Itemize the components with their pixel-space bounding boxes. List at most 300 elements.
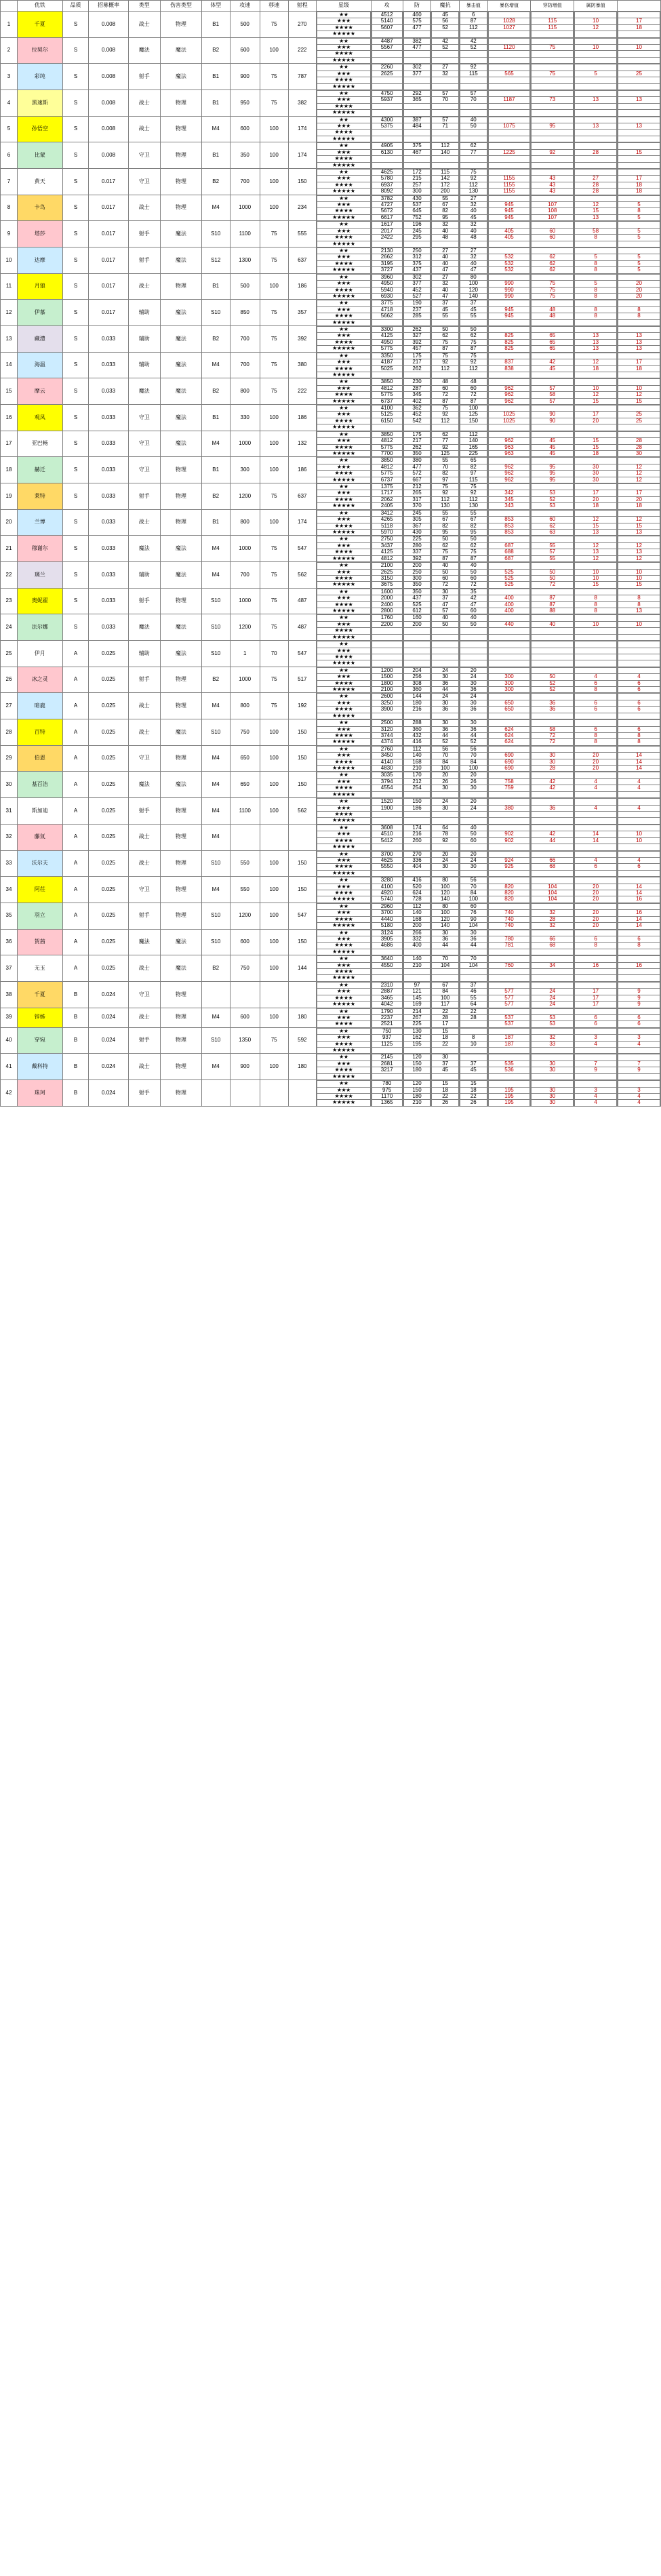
crit-values: [487, 378, 531, 405]
stat-value: 20: [460, 851, 487, 857]
extra-values: [618, 1054, 661, 1080]
stat-value: 6: [618, 864, 660, 870]
stat-value: 30: [532, 1067, 574, 1073]
stat-value: 2017: [372, 228, 402, 234]
defense-values: [403, 116, 431, 142]
stat-value: 28: [575, 149, 617, 155]
stat-value: 1027: [488, 24, 530, 31]
stat-value: 32: [532, 910, 574, 916]
stat-value: 217: [403, 438, 430, 444]
stat-value: 47: [432, 267, 459, 273]
stat-value: 4487: [372, 38, 402, 44]
stat-value: [432, 811, 459, 817]
stat-value: [432, 1073, 459, 1079]
stat-value: 1900: [372, 805, 402, 811]
stat-value: 92: [460, 490, 487, 496]
stat-value: [488, 130, 530, 136]
stat-value: 375: [403, 143, 430, 149]
crit-values: [487, 745, 531, 772]
star-levels: [317, 1080, 371, 1107]
stat-value: 42: [432, 38, 459, 44]
magic-values: [431, 273, 460, 300]
table-row: [1, 641, 661, 667]
stat-value: 72: [432, 392, 459, 398]
stat-value: 40: [460, 260, 487, 266]
body-size: M4: [201, 693, 230, 719]
star-rating: ★★★: [317, 438, 370, 444]
star-rating: ★★★★: [317, 444, 370, 450]
stat-value: 62: [460, 143, 487, 149]
armorpen-values: [574, 824, 618, 850]
stat-value: 43: [532, 189, 574, 195]
star-rating: ★★★★★: [317, 450, 370, 456]
stat-value: [618, 694, 660, 700]
stat-value: [532, 536, 574, 542]
stat-value: [618, 772, 660, 778]
stat-value: [618, 641, 660, 648]
stat-value: 36: [432, 707, 459, 713]
stat-value: [618, 319, 660, 325]
defense-values: [403, 693, 431, 719]
stat-value: 45: [432, 306, 459, 313]
stat-value: [488, 1028, 530, 1034]
table-row: [1, 142, 661, 169]
stat-value: 40: [460, 208, 487, 214]
magic-values: [431, 1008, 460, 1027]
stat-value: [618, 968, 660, 974]
row-index: 17: [1, 431, 18, 457]
stat-value: [575, 648, 617, 654]
star-levels: [317, 641, 371, 667]
stat-value: 22: [432, 1008, 459, 1014]
body-size: M4: [201, 798, 230, 825]
attack-speed: 1000: [230, 588, 260, 614]
stat-value: 250: [403, 248, 430, 254]
stat-value: 16: [618, 896, 660, 903]
stat-value: 95: [532, 464, 574, 470]
stat-value: 5118: [372, 523, 402, 529]
stat-value: 36: [532, 700, 574, 706]
attack-speed: 900: [230, 64, 260, 90]
row-index: 8: [1, 195, 18, 221]
stat-value: 532: [488, 260, 530, 266]
row-index: 26: [1, 667, 18, 693]
stat-value: [575, 713, 617, 719]
hero-quality: A: [62, 955, 89, 982]
stat-value: 4812: [372, 555, 402, 561]
table-row: [1, 64, 661, 90]
critdmg-values: [531, 483, 574, 510]
stat-value: [532, 57, 574, 63]
stat-value: 60: [532, 235, 574, 241]
stat-value: 22: [432, 1093, 459, 1099]
stat-value: [432, 968, 459, 974]
stat-value: 12: [618, 464, 660, 470]
stat-value: [403, 975, 430, 981]
stat-value: [532, 248, 574, 254]
stat-value: 30: [432, 700, 459, 706]
magic-values: [431, 378, 460, 405]
stat-value: 350: [403, 582, 430, 588]
stat-value: [532, 274, 574, 280]
stat-value: 3700: [372, 851, 402, 857]
row-index: 34: [1, 877, 18, 903]
stat-value: [575, 91, 617, 97]
stat-value: 95: [432, 529, 459, 535]
magic-values: [431, 824, 460, 850]
stat-value: 690: [488, 765, 530, 771]
stat-value: [372, 870, 402, 876]
table-row: [1, 431, 661, 457]
stat-value: 254: [403, 785, 430, 791]
hero-type: 守卫: [128, 142, 160, 169]
stat-value: 104: [532, 896, 574, 903]
stat-value: 62: [460, 542, 487, 549]
move-speed: 75: [260, 300, 288, 326]
stat-value: 825: [488, 333, 530, 339]
star-rating: ★★★★: [317, 365, 370, 372]
stat-value: 44: [432, 686, 459, 692]
stat-value: [372, 968, 402, 974]
attack-values: [371, 903, 403, 929]
star-rating: ★★★★★: [317, 818, 370, 824]
move-speed: 75: [260, 12, 288, 38]
stat-value: 2200: [372, 621, 402, 627]
stat-value: 6: [618, 1021, 660, 1027]
stat-value: 112: [432, 365, 459, 372]
stat-value: 95: [460, 529, 487, 535]
stat-value: [575, 64, 617, 71]
stat-value: 6150: [372, 418, 402, 424]
stat-value: 92: [432, 490, 459, 496]
hero-quality: S: [62, 273, 89, 300]
stat-value: 17: [618, 490, 660, 496]
stat-value: 30: [432, 930, 459, 936]
hero-name: 彩纯: [17, 64, 62, 90]
stat-value: 60: [432, 385, 459, 391]
critdmg-values: [531, 90, 574, 117]
table-row: [1, 667, 661, 693]
stat-value: 16: [618, 962, 660, 968]
stat-value: 24: [460, 674, 487, 680]
stat-value: [575, 660, 617, 667]
body-size: M4: [201, 877, 230, 903]
stat-value: [575, 83, 617, 90]
attack-speed: 800: [230, 693, 260, 719]
stat-value: [575, 51, 617, 57]
stat-value: 20: [618, 293, 660, 299]
damage-type: 魔法: [160, 772, 201, 798]
stat-value: [618, 327, 660, 333]
stat-value: 30: [532, 759, 574, 765]
body-size: S10: [201, 300, 230, 326]
stat-value: 26: [432, 778, 459, 785]
magic-values: [431, 352, 460, 378]
resist-values: [459, 903, 487, 929]
stat-value: 2422: [372, 235, 402, 241]
stat-value: 5780: [372, 176, 402, 182]
star-levels: [317, 903, 371, 929]
stat-value: [575, 510, 617, 516]
row-index: 23: [1, 588, 18, 614]
crit-values: [487, 273, 531, 300]
stat-value: 225: [403, 536, 430, 542]
attack-speed: 330: [230, 405, 260, 431]
stat-value: [532, 170, 574, 176]
stat-value: 853: [488, 517, 530, 523]
star-rating: ★★★★★: [317, 896, 370, 903]
stat-value: 6937: [372, 182, 402, 188]
move-speed: 75: [260, 221, 288, 247]
stat-value: 8: [575, 739, 617, 745]
recruit-rate: 0.025: [89, 929, 128, 955]
stat-value: [618, 589, 660, 595]
stat-value: 140: [432, 896, 459, 903]
stat-value: [488, 713, 530, 719]
stat-value: 820: [488, 890, 530, 896]
damage-type: 物理: [160, 850, 201, 877]
star-levels: [317, 1008, 371, 1027]
stat-value: 8: [460, 1035, 487, 1041]
stat-value: [403, 110, 430, 116]
stat-value: [575, 589, 617, 595]
stat-value: [618, 654, 660, 660]
attack-range: 562: [288, 798, 317, 825]
stat-value: 28: [575, 189, 617, 195]
stat-value: 180: [403, 700, 430, 706]
hero-name: 无玉: [17, 955, 62, 982]
stat-value: 5740: [372, 896, 402, 903]
magic-values: [431, 955, 460, 982]
move-speed: [260, 981, 288, 1008]
stat-value: 3: [618, 1035, 660, 1041]
recruit-rate: 0.033: [89, 588, 128, 614]
stat-value: [460, 818, 487, 824]
defense-values: [403, 169, 431, 195]
stat-value: [460, 844, 487, 850]
move-speed: 75: [260, 693, 288, 719]
hero-name: 奥妮翟: [17, 588, 62, 614]
table-row: [1, 195, 661, 221]
stat-value: 4: [618, 1041, 660, 1047]
recruit-rate: 0.024: [89, 1080, 128, 1107]
armorpen-values: [574, 378, 618, 405]
stat-value: 52: [460, 739, 487, 745]
attack-range: 174: [288, 142, 317, 169]
stat-value: 150: [403, 799, 430, 805]
hero-type: 守卫: [128, 405, 160, 431]
stat-value: 1365: [372, 1100, 402, 1106]
stat-value: [403, 424, 430, 431]
resist-values: [459, 1008, 487, 1027]
stat-value: 36: [532, 707, 574, 713]
stat-value: [432, 110, 459, 116]
stat-value: 92: [460, 64, 487, 71]
stat-value: 781: [488, 943, 530, 949]
hero-quality: S: [62, 116, 89, 142]
stat-value: 15: [575, 582, 617, 588]
stat-value: 28: [460, 1014, 487, 1021]
stat-value: 4512: [372, 12, 402, 18]
stat-value: 6: [618, 680, 660, 686]
recruit-rate: 0.017: [89, 221, 128, 247]
row-index: 18: [1, 457, 18, 483]
extra-values: [618, 195, 661, 221]
stat-value: 577: [488, 1002, 530, 1008]
attack-speed: 750: [230, 955, 260, 982]
stat-value: 367: [403, 523, 430, 529]
armorpen-values: [574, 667, 618, 693]
crit-values: [487, 1027, 531, 1054]
stat-value: [618, 851, 660, 857]
attack-range: 150: [288, 850, 317, 877]
hero-type: 守卫: [128, 877, 160, 903]
stat-value: 257: [403, 182, 430, 188]
star-rating: ★★★: [317, 1014, 370, 1021]
stat-value: 190: [403, 300, 430, 306]
attack-values: [371, 483, 403, 510]
stat-value: [460, 319, 487, 325]
stat-value: 624: [488, 732, 530, 738]
stat-value: 40: [432, 287, 459, 293]
attack-speed: [230, 824, 260, 850]
magic-values: [431, 614, 460, 641]
stat-value: 6930: [372, 293, 402, 299]
stat-value: 100: [432, 765, 459, 771]
stat-value: 2600: [372, 694, 402, 700]
stat-value: 187: [488, 1041, 530, 1047]
stat-value: 30: [460, 700, 487, 706]
recruit-rate: 0.025: [89, 641, 128, 667]
stat-value: 4550: [372, 962, 402, 968]
stat-value: [372, 949, 402, 955]
stat-value: 350: [403, 450, 430, 456]
critdmg-values: [531, 1080, 574, 1107]
stat-value: 10: [618, 621, 660, 627]
stat-value: 759: [488, 785, 530, 791]
row-index: 20: [1, 509, 18, 536]
stat-value: 204: [403, 667, 430, 673]
damage-type: 魔法: [160, 221, 201, 247]
stat-value: 295: [403, 235, 430, 241]
star-rating: ★★: [317, 405, 370, 412]
stat-value: 36: [460, 936, 487, 942]
stat-value: 140: [432, 149, 459, 155]
star-rating: ★★★: [317, 517, 370, 523]
table-row: [1, 509, 661, 536]
stat-value: 30: [575, 477, 617, 483]
hero-name: 拉契尔: [17, 37, 62, 64]
stat-value: 115: [532, 18, 574, 24]
stat-value: [488, 162, 530, 168]
stat-value: 10: [618, 569, 660, 575]
star-rating: ★★★: [317, 412, 370, 418]
star-levels: [317, 300, 371, 326]
recruit-rate: 0.025: [89, 745, 128, 772]
stat-value: 20: [618, 287, 660, 293]
stat-value: 52: [432, 739, 459, 745]
defense-values: [403, 352, 431, 378]
stat-value: 5140: [372, 18, 402, 24]
extra-values: [618, 300, 661, 326]
attack-range: 547: [288, 903, 317, 929]
attack-speed: 800: [230, 378, 260, 405]
stat-value: 5775: [372, 471, 402, 477]
hero-type: 射手: [128, 798, 160, 825]
stat-value: 4: [575, 674, 617, 680]
recruit-rate: 0.033: [89, 457, 128, 483]
stat-value: 6737: [372, 398, 402, 404]
stat-value: 140: [432, 923, 459, 929]
stat-value: [372, 1047, 402, 1053]
star-rating: ★★★★★: [317, 398, 370, 404]
stat-value: [403, 103, 430, 109]
armorpen-values: [574, 142, 618, 169]
stat-value: 112: [432, 496, 459, 502]
stat-value: [488, 968, 530, 974]
resist-values: [459, 772, 487, 798]
hero-quality: S: [62, 352, 89, 378]
damage-type: 物理: [160, 693, 201, 719]
stat-value: [403, 241, 430, 247]
stat-value: 3450: [372, 753, 402, 759]
stat-value: [532, 77, 574, 83]
stat-value: [618, 791, 660, 797]
move-speed: 75: [260, 588, 288, 614]
magic-values: [431, 1080, 460, 1107]
hero-name: 羽立: [17, 903, 62, 929]
hero-quality: S: [62, 326, 89, 353]
stat-value: 140: [403, 910, 430, 916]
stat-value: 1520: [372, 799, 402, 805]
hero-type: 战士: [128, 955, 160, 982]
header-defense: 防: [403, 1, 431, 12]
attack-values: [371, 798, 403, 825]
stat-value: [488, 799, 530, 805]
star-levels: [317, 221, 371, 247]
attack-range: 357: [288, 300, 317, 326]
body-size: B1: [201, 12, 230, 38]
star-rating: ★★: [317, 982, 370, 988]
stat-value: 165: [460, 444, 487, 450]
recruit-rate: 0.025: [89, 798, 128, 825]
stat-value: 15: [460, 1081, 487, 1087]
recruit-rate: 0.025: [89, 955, 128, 982]
critdmg-values: [531, 850, 574, 877]
stat-value: 262: [403, 327, 430, 333]
stat-value: [575, 162, 617, 168]
stat-value: [488, 975, 530, 981]
recruit-rate: 0.008: [89, 64, 128, 90]
star-rating: ★★★★: [317, 549, 370, 555]
star-rating: ★★★★★: [317, 424, 370, 431]
stat-value: 4042: [372, 1002, 402, 1008]
body-size: B1: [201, 273, 230, 300]
stat-value: 10: [575, 621, 617, 627]
hero-quality: S: [62, 483, 89, 510]
damage-type: 物理: [160, 667, 201, 693]
stat-value: 10: [575, 385, 617, 391]
stat-value: 2062: [372, 496, 402, 502]
star-rating: ★★★★: [317, 680, 370, 686]
stat-value: [432, 51, 459, 57]
stat-value: [432, 31, 459, 37]
stat-value: 70: [432, 464, 459, 470]
damage-type: 物理: [160, 1008, 201, 1027]
stat-value: [532, 222, 574, 228]
stat-value: 20: [575, 916, 617, 922]
stat-value: [575, 241, 617, 247]
